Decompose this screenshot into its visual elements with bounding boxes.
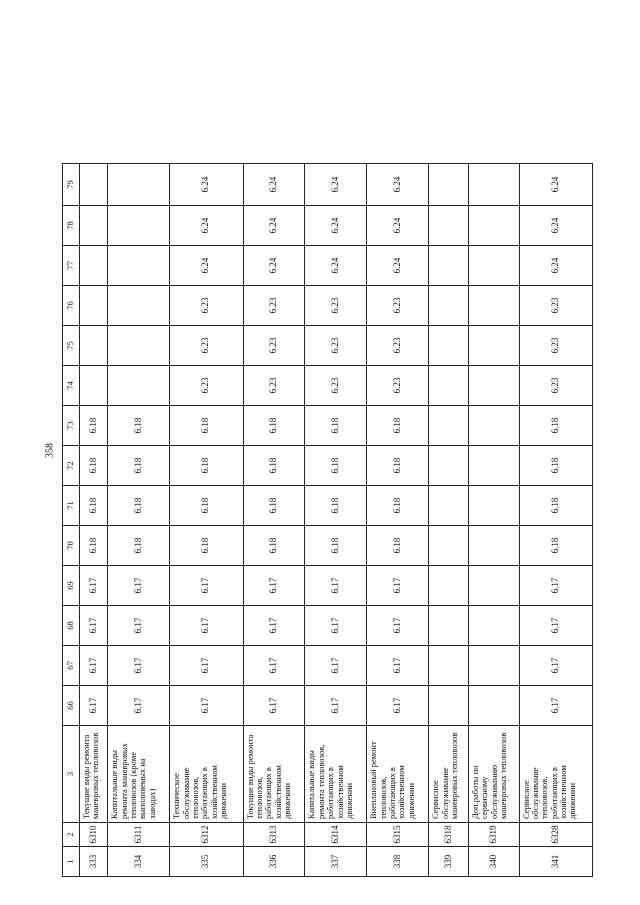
value-cell: 6.17: [170, 606, 243, 646]
value-cell: [469, 164, 520, 206]
value-cell: 6.17: [367, 606, 429, 646]
value-cell: 6.18: [170, 406, 243, 446]
value-cell: 6.18: [80, 406, 108, 446]
value-cell: [469, 446, 520, 486]
value-cell: 6.17: [305, 686, 367, 726]
value-cell: [469, 366, 520, 406]
value-cell: [429, 606, 469, 646]
value-cell: 6.24: [367, 246, 429, 286]
value-cell: 6.24: [170, 164, 243, 206]
row-number-cell: 340: [469, 847, 520, 877]
code-cell: 6328: [519, 823, 592, 847]
row-number-cell: 334: [108, 847, 170, 877]
value-cell: [108, 286, 170, 326]
value-cell: [429, 526, 469, 566]
value-cell: 6.18: [519, 406, 592, 446]
value-cell: 6.17: [305, 566, 367, 606]
header-cell: 76: [63, 286, 80, 326]
value-cell: [429, 164, 469, 206]
value-cell: [80, 164, 108, 206]
value-cell: [108, 326, 170, 366]
value-cell: [429, 286, 469, 326]
value-cell: 6.18: [305, 406, 367, 446]
value-cell: 6.17: [519, 606, 592, 646]
value-cell: 6.18: [367, 446, 429, 486]
value-cell: 6.17: [367, 646, 429, 686]
table-body: [63, 164, 593, 877]
name-cell: Техническое обслуживание тепловозов, работающих в хозяйственном движении: [170, 726, 243, 823]
row-number-cell: 335: [170, 847, 243, 877]
header-cell: 3: [63, 726, 80, 823]
value-cell: 6.18: [80, 446, 108, 486]
value-cell: 6.18: [170, 486, 243, 526]
name-cell: Капитальные виды ремонта тепловозов, работающих в хозяйственном движении: [305, 726, 367, 823]
code-cell: 6313: [243, 823, 305, 847]
value-cell: 6.17: [170, 686, 243, 726]
value-cell: 6.23: [170, 326, 243, 366]
header-cell: 67: [63, 646, 80, 686]
value-cell: 6.24: [170, 246, 243, 286]
value-cell: [80, 246, 108, 286]
value-cell: [469, 606, 520, 646]
value-cell: 6.17: [80, 606, 108, 646]
rotated-table-area: [62, 164, 593, 877]
header-cell: 79: [63, 164, 80, 206]
table-row: [469, 164, 520, 877]
value-cell: 6.24: [305, 164, 367, 206]
name-cell: Текущие виды ремонта тепловозов, работающих в хозяйственном движении: [243, 726, 305, 823]
header-cell: 69: [63, 566, 80, 606]
value-cell: 6.24: [243, 206, 305, 246]
name-cell: Сервисное обслуживание маневровых тепловозов: [429, 726, 469, 823]
code-cell: 6319: [469, 823, 520, 847]
value-cell: [108, 366, 170, 406]
value-cell: 6.17: [519, 646, 592, 686]
value-cell: 6.18: [243, 526, 305, 566]
value-cell: 6.18: [170, 446, 243, 486]
value-cell: 6.23: [305, 286, 367, 326]
value-cell: [429, 206, 469, 246]
table-row: [80, 164, 108, 877]
value-cell: 6.17: [367, 566, 429, 606]
value-cell: [108, 246, 170, 286]
value-cell: [469, 526, 520, 566]
value-cell: 6.17: [243, 646, 305, 686]
table-row: [108, 164, 170, 877]
row-number-cell: 337: [305, 847, 367, 877]
value-cell: 6.23: [170, 286, 243, 326]
value-cell: 6.17: [243, 566, 305, 606]
value-cell: [429, 406, 469, 446]
value-cell: 6.23: [367, 286, 429, 326]
value-cell: [429, 366, 469, 406]
value-cell: 6.18: [80, 526, 108, 566]
value-cell: 6.18: [367, 486, 429, 526]
value-cell: [429, 326, 469, 366]
header-cell: 72: [63, 446, 80, 486]
value-cell: 6.23: [305, 326, 367, 366]
value-cell: 6.24: [305, 206, 367, 246]
value-cell: [429, 646, 469, 686]
name-cell: Внеплановый ремонт тепловозов, работающих в хозяйственном движении: [367, 726, 429, 823]
name-cell: Сервисное обслуживание тепловозов, работающих в хозяйственном движении: [519, 726, 592, 823]
name-cell: Доп.работы по сервисному обслуживанию маневровых тепловозов: [469, 726, 520, 823]
name-cell: Капитальные виды ремонта маневровых тепловозов (кроме выполняемых на заводах): [108, 726, 170, 823]
value-cell: 6.24: [243, 246, 305, 286]
header-cell: 66: [63, 686, 80, 726]
value-cell: 6.17: [519, 686, 592, 726]
code-cell: 6310: [80, 823, 108, 847]
value-cell: [108, 164, 170, 206]
value-cell: 6.23: [519, 366, 592, 406]
value-cell: [429, 486, 469, 526]
value-cell: 6.23: [243, 366, 305, 406]
value-cell: 6.18: [108, 406, 170, 446]
value-cell: [429, 686, 469, 726]
value-cell: 6.17: [519, 566, 592, 606]
value-cell: [80, 286, 108, 326]
value-cell: 6.18: [305, 486, 367, 526]
value-cell: 6.17: [108, 686, 170, 726]
value-cell: 6.18: [367, 526, 429, 566]
value-cell: 6.24: [243, 164, 305, 206]
value-cell: 6.17: [243, 686, 305, 726]
row-number-cell: 339: [429, 847, 469, 877]
value-cell: 6.24: [305, 246, 367, 286]
value-cell: 6.18: [519, 446, 592, 486]
value-cell: 6.17: [170, 646, 243, 686]
value-cell: 6.23: [519, 326, 592, 366]
value-cell: [80, 326, 108, 366]
value-cell: 6.17: [170, 566, 243, 606]
table-row: [367, 164, 429, 877]
header-row: [63, 164, 80, 877]
header-cell: 73: [63, 406, 80, 446]
header-cell: 78: [63, 206, 80, 246]
value-cell: [469, 206, 520, 246]
value-cell: [469, 566, 520, 606]
page-number: 358: [44, 443, 56, 458]
table-sheet: [62, 164, 593, 877]
value-cell: 6.23: [243, 326, 305, 366]
value-cell: [469, 406, 520, 446]
value-cell: 6.18: [367, 406, 429, 446]
header-cell: 1: [63, 847, 80, 877]
value-cell: 6.17: [80, 646, 108, 686]
value-cell: 6.24: [170, 206, 243, 246]
value-cell: [80, 206, 108, 246]
header-cell: 68: [63, 606, 80, 646]
value-cell: 6.18: [243, 446, 305, 486]
value-cell: 6.18: [305, 446, 367, 486]
value-cell: 6.18: [170, 526, 243, 566]
value-cell: 6.24: [519, 206, 592, 246]
value-cell: 6.18: [243, 486, 305, 526]
code-cell: 6311: [108, 823, 170, 847]
value-cell: [469, 686, 520, 726]
value-cell: 6.18: [305, 526, 367, 566]
value-cell: [469, 286, 520, 326]
header-cell: 71: [63, 486, 80, 526]
value-cell: 6.24: [367, 206, 429, 246]
value-cell: 6.17: [108, 606, 170, 646]
value-cell: 6.18: [108, 486, 170, 526]
code-cell: 6318: [429, 823, 469, 847]
value-cell: [469, 246, 520, 286]
value-cell: 6.17: [80, 566, 108, 606]
table-row: [305, 164, 367, 877]
data-table: [62, 163, 593, 877]
table-row: [243, 164, 305, 877]
code-cell: 6312: [170, 823, 243, 847]
value-cell: 6.17: [108, 566, 170, 606]
value-cell: [80, 366, 108, 406]
value-cell: 6.23: [243, 286, 305, 326]
row-number-cell: 341: [519, 847, 592, 877]
value-cell: [429, 446, 469, 486]
value-cell: 6.18: [80, 486, 108, 526]
value-cell: 6.23: [170, 366, 243, 406]
value-cell: [429, 566, 469, 606]
row-number-cell: 336: [243, 847, 305, 877]
table-row: [519, 164, 592, 877]
code-cell: 6314: [305, 823, 367, 847]
value-cell: 6.17: [305, 606, 367, 646]
row-number-cell: 333: [80, 847, 108, 877]
value-cell: 6.18: [108, 526, 170, 566]
value-cell: 6.23: [367, 366, 429, 406]
value-cell: 6.23: [305, 366, 367, 406]
header-cell: 2: [63, 823, 80, 847]
value-cell: 6.18: [243, 406, 305, 446]
value-cell: [429, 246, 469, 286]
value-cell: 6.24: [367, 164, 429, 206]
header-cell: 77: [63, 246, 80, 286]
value-cell: [469, 646, 520, 686]
name-cell: Текущие виды ремонта маневровых тепловозов: [80, 726, 108, 823]
value-cell: 6.24: [519, 164, 592, 206]
header-cell: 74: [63, 366, 80, 406]
header-cell: 70: [63, 526, 80, 566]
value-cell: 6.23: [367, 326, 429, 366]
value-cell: 6.17: [243, 606, 305, 646]
value-cell: [469, 486, 520, 526]
value-cell: 6.23: [519, 286, 592, 326]
value-cell: 6.17: [108, 646, 170, 686]
value-cell: 6.17: [367, 686, 429, 726]
row-number-cell: 338: [367, 847, 429, 877]
code-cell: 6315: [367, 823, 429, 847]
value-cell: 6.18: [519, 526, 592, 566]
value-cell: [469, 326, 520, 366]
value-cell: 6.24: [519, 246, 592, 286]
table-row: [170, 164, 243, 877]
value-cell: [108, 206, 170, 246]
value-cell: 6.18: [519, 486, 592, 526]
header-cell: 75: [63, 326, 80, 366]
table-row: [429, 164, 469, 877]
value-cell: 6.18: [108, 446, 170, 486]
value-cell: 6.17: [80, 686, 108, 726]
value-cell: 6.17: [305, 646, 367, 686]
